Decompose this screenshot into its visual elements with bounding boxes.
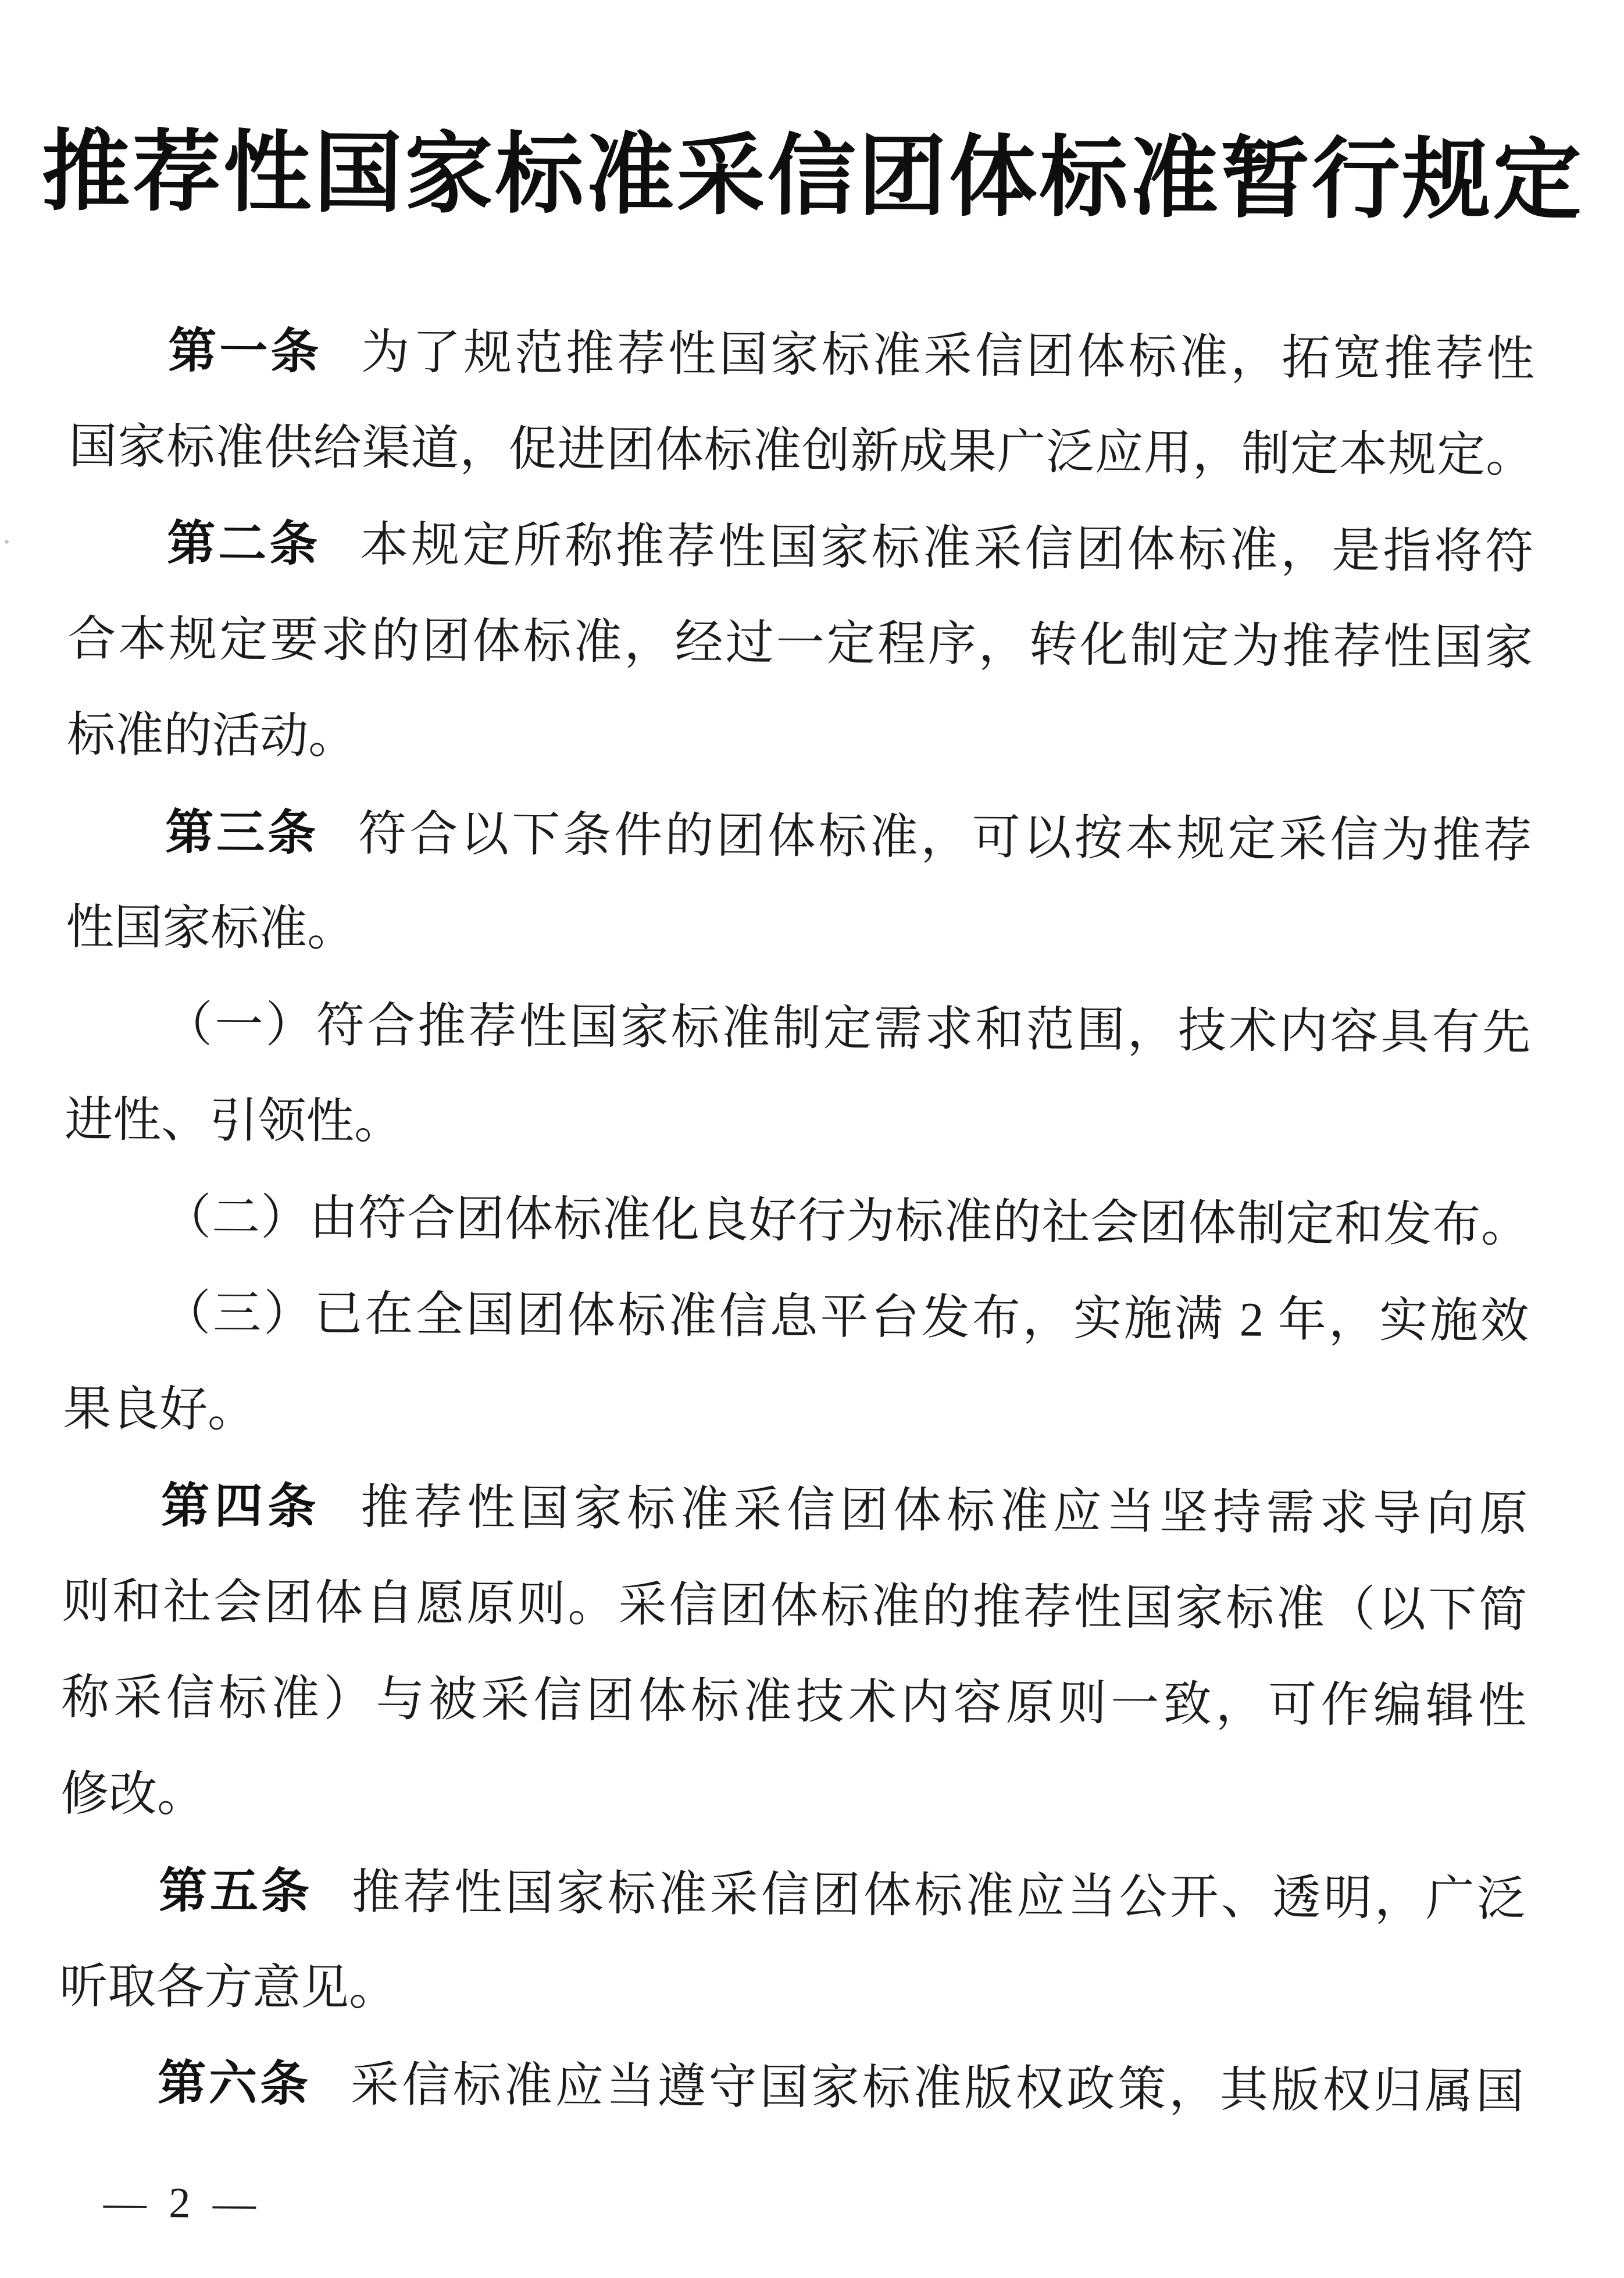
article-number: 第二条	[167, 516, 321, 571]
line-text: 为了规范推荐性国家标准采信团体标准，拓宽推荐性	[361, 325, 1535, 386]
text-line	[61, 1649, 1527, 1755]
text-line	[69, 302, 1535, 407]
document-title: 推荐性国家标准采信团体标准暂行规定	[41, 123, 1584, 231]
line-text: 采信标准应当遵守国家标准版权政策，其版权归属国	[350, 2058, 1525, 2119]
line-text: 国家标准供给渠道，促进团体标准创新成果广泛应用，制定本规定。	[69, 419, 1534, 482]
text-line	[60, 1746, 1526, 1851]
text-line	[62, 1457, 1528, 1562]
text-line	[64, 1168, 1530, 1274]
article-number: 第一条	[168, 323, 322, 379]
line-text: 果良好。	[62, 1381, 256, 1436]
line-text: 则和社会团体自愿原则。采信团体标准的推荐性国家标准（以下简	[61, 1574, 1527, 1637]
line-text: （二）由符合团体标准化良好行为标准的社会团体制定和发布。	[162, 1189, 1530, 1252]
text-line	[65, 976, 1531, 1081]
scan-speck	[5, 540, 9, 544]
line-text: （一）符合推荐性国家标准制定需求和范围，技术内容具有先	[163, 997, 1531, 1060]
line-text: （三）已在全国团体标准信息平台发布，实施满 2 年，实施效	[162, 1286, 1529, 1348]
text-line	[67, 687, 1533, 792]
line-text: 推荐性国家标准采信团体标准应当公开、透明，广泛	[351, 1865, 1526, 1926]
article-number: 第三条	[165, 804, 319, 860]
text-line	[63, 1264, 1529, 1370]
text-line	[69, 398, 1534, 504]
line-text: 称采信标准）与被采信团体标准技术内容原则一致，可作编辑性	[60, 1670, 1527, 1733]
text-line	[60, 1842, 1526, 1947]
line-text: 修改。	[60, 1766, 206, 1821]
line-text: 进性、引领性。	[64, 1093, 403, 1149]
line-text: 符合以下条件的团体标准，可以按本规定采信为推荐	[358, 806, 1532, 868]
line-text: 推荐性国家标准采信团体标准应当坚持需求导向原	[360, 1480, 1528, 1541]
line-text: 性国家标准。	[66, 900, 356, 956]
text-line	[59, 2034, 1525, 2140]
line-text: 听取各方意见。	[59, 1959, 398, 2015]
article-number: 第六条	[157, 2056, 312, 2111]
text-line	[68, 494, 1534, 600]
text-line	[59, 1938, 1525, 2044]
text-line	[66, 783, 1532, 889]
article-number: 第四条	[160, 1478, 322, 1534]
document-body	[59, 302, 1535, 2140]
line-text: 标准的活动。	[67, 708, 357, 764]
page-number: — 2 —	[103, 2179, 262, 2228]
text-line	[67, 591, 1533, 696]
line-text: 合本规定要求的团体标准，经过一定程序，转化制定为推荐性国家	[67, 611, 1533, 675]
text-line	[65, 1072, 1530, 1177]
text-line	[66, 879, 1532, 985]
text-line	[63, 1361, 1529, 1466]
text-line	[62, 1553, 1527, 1659]
line-text: 本规定所称推荐性国家标准采信团体标准，是指将符	[359, 518, 1534, 579]
article-number: 第五条	[158, 1863, 313, 1919]
